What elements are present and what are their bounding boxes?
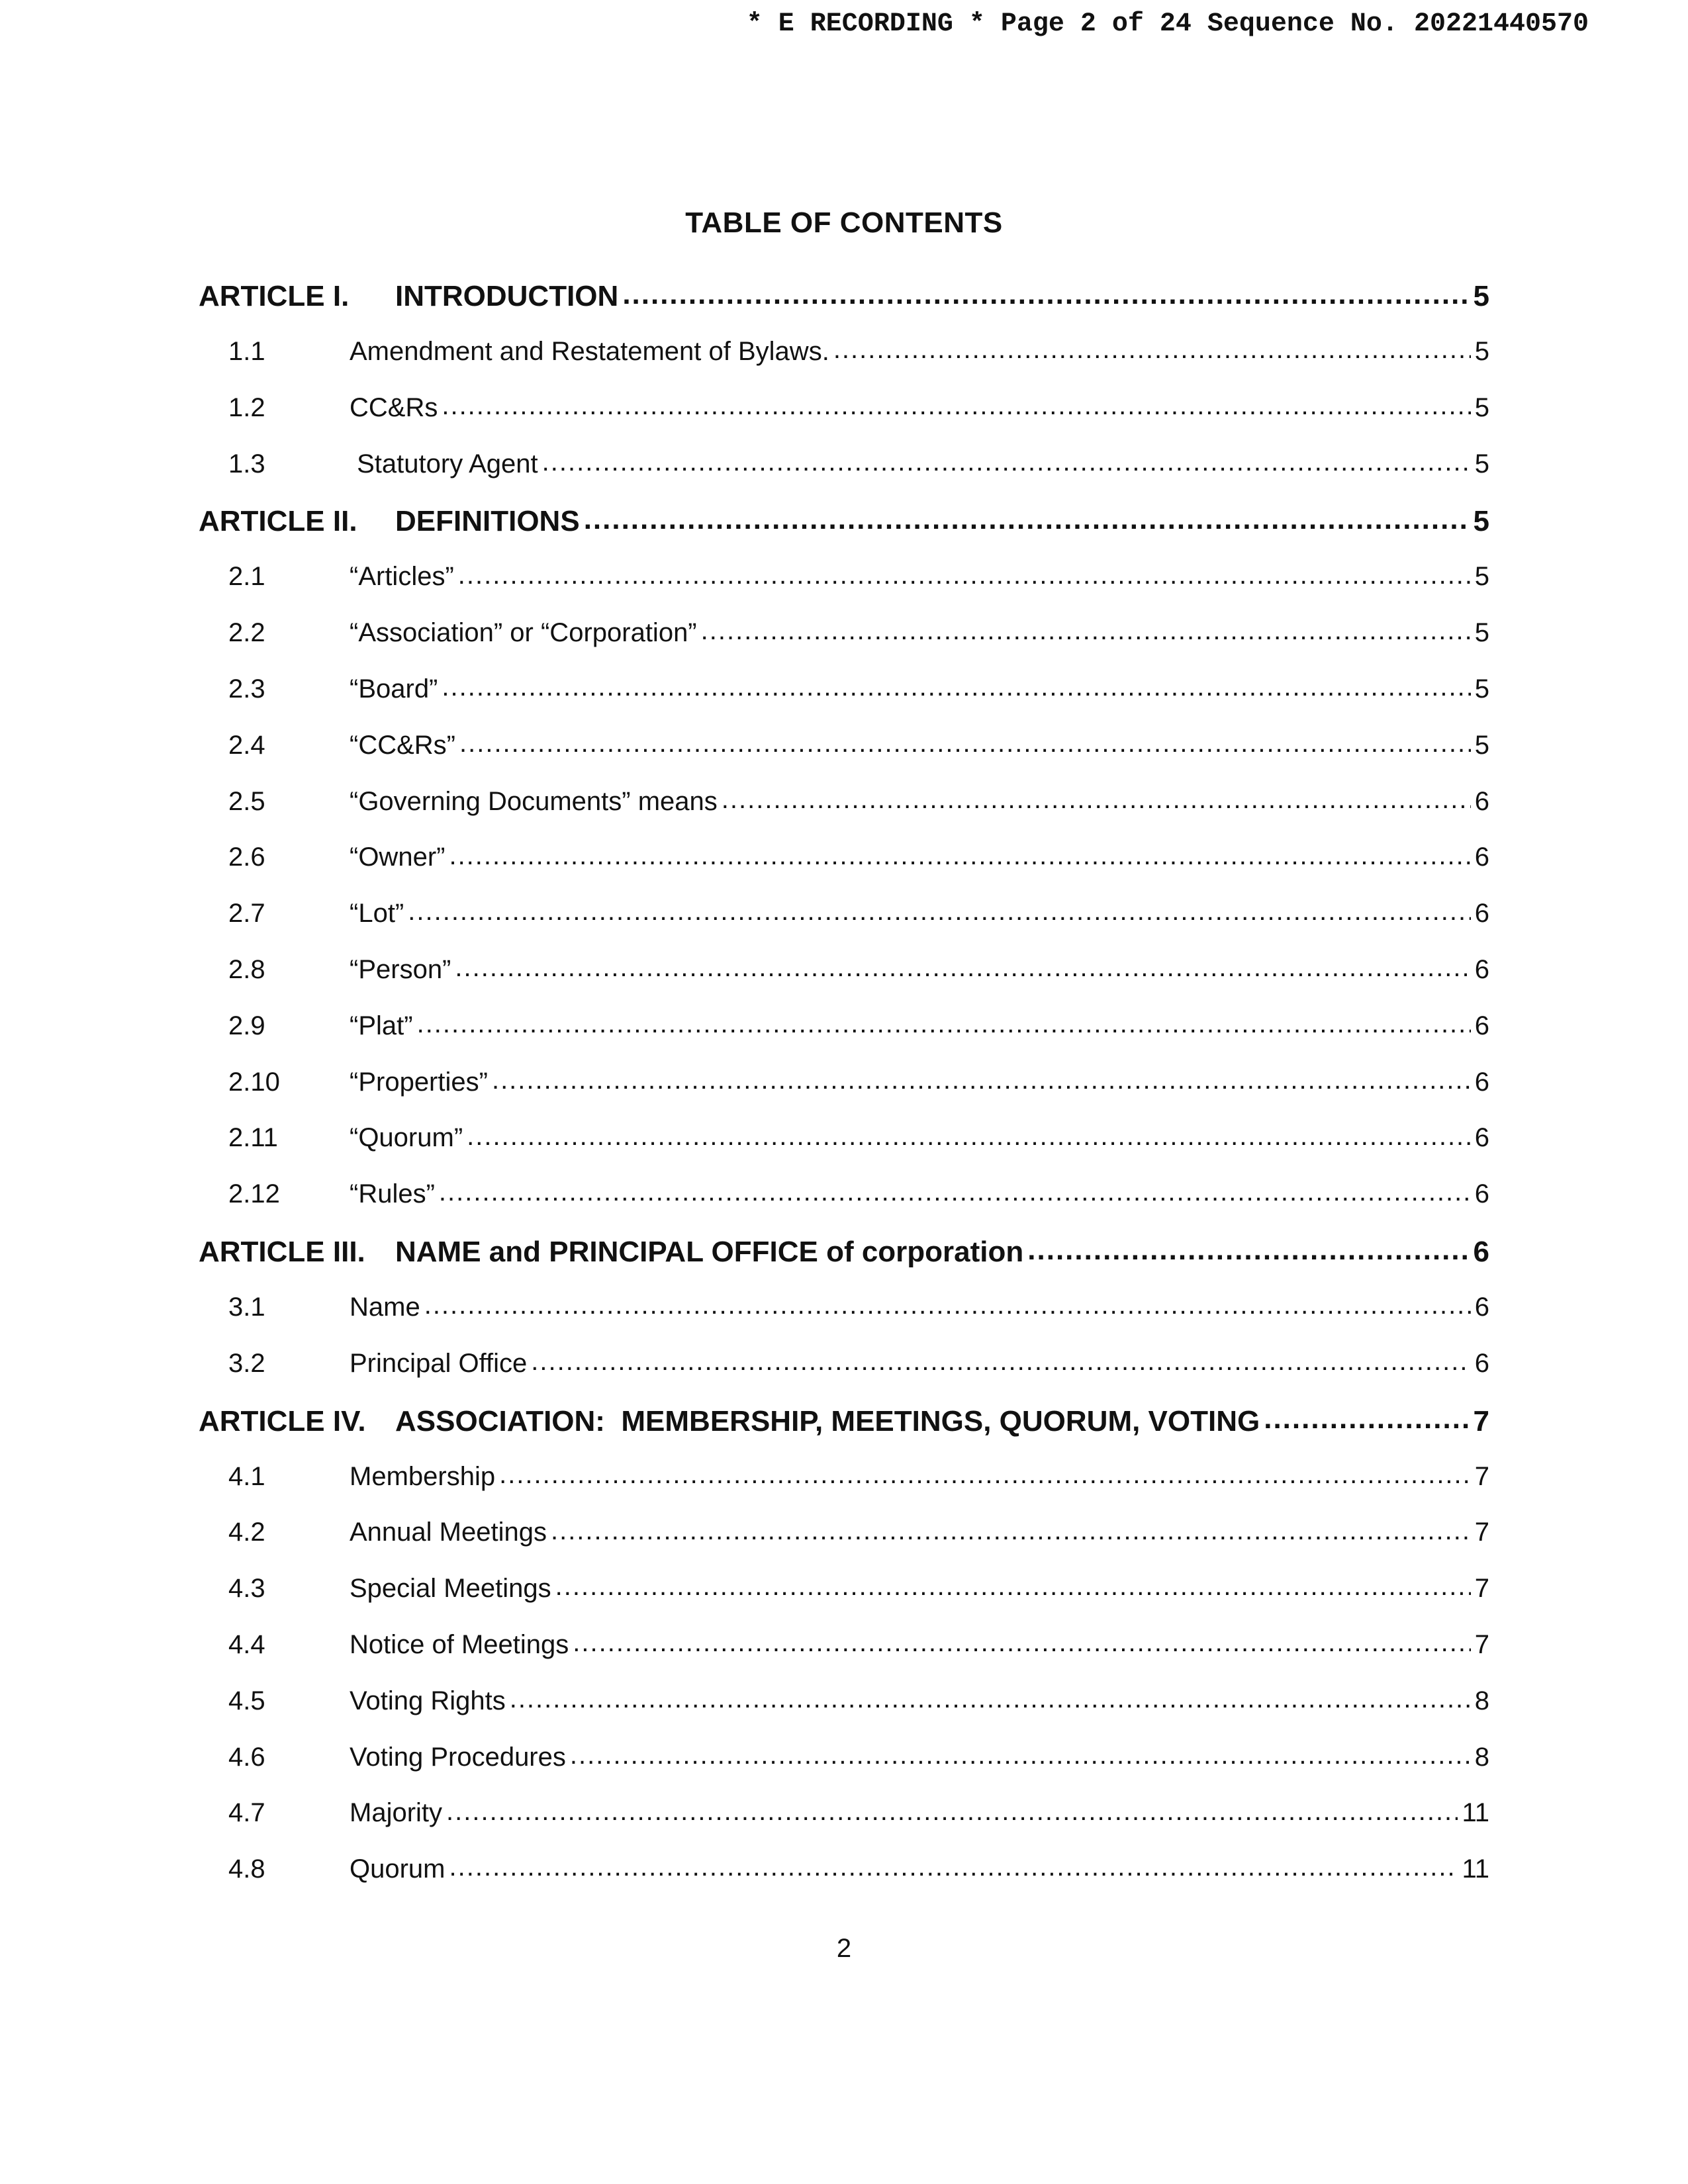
dot-leader — [510, 1683, 1471, 1709]
toc-entry-number: 2.9 — [228, 1011, 265, 1040]
toc-entry-label: DEFINITIONS — [395, 505, 580, 538]
toc-entry-page: 6 — [1474, 842, 1489, 872]
toc-entry-page: 5 — [1474, 618, 1489, 648]
toc-entry-number: 2.12 — [228, 1179, 280, 1209]
toc-section-row[interactable] — [199, 334, 1489, 390]
toc-entry-page: 6 — [1474, 1292, 1489, 1322]
toc-entry-page: 6 — [1474, 899, 1489, 929]
toc-entry-page: 5 — [1473, 280, 1489, 312]
toc-entry-label: “Governing Documents” means — [350, 786, 718, 816]
dot-leader — [531, 1345, 1470, 1372]
toc-section-row[interactable] — [199, 559, 1489, 615]
toc-entry-page: 7 — [1474, 1518, 1489, 1547]
toc-section-row[interactable] — [199, 1345, 1489, 1402]
toc-section-row[interactable] — [199, 895, 1489, 952]
toc-entry-number: 4.5 — [228, 1686, 265, 1715]
toc-entry-page: 5 — [1474, 392, 1489, 422]
toc-entry-number: ARTICLE II. — [199, 505, 357, 538]
toc-entry-number: 2.8 — [228, 954, 265, 984]
dot-leader — [499, 1459, 1471, 1485]
toc-entry-label: “Plat” — [350, 1011, 413, 1040]
toc-entry-label: “Rules” — [350, 1179, 435, 1209]
toc-entry-number: 4.6 — [228, 1742, 265, 1772]
toc-section-row[interactable] — [199, 615, 1489, 671]
dot-leader — [467, 1120, 1471, 1146]
toc-section-row[interactable] — [199, 952, 1489, 1008]
toc-section-row[interactable] — [199, 1176, 1489, 1232]
toc-article-row[interactable] — [199, 1232, 1489, 1289]
toc-entry-number: 2.2 — [228, 618, 265, 648]
toc-entry-label: “Properties” — [350, 1067, 488, 1097]
dot-leader — [449, 1851, 1458, 1878]
toc-section-row[interactable] — [199, 671, 1489, 727]
toc-entry-page: 6 — [1474, 1123, 1489, 1153]
dot-leader — [622, 277, 1469, 306]
toc-entry-number: ARTICLE IV. — [199, 1404, 366, 1437]
toc-entry-label: “Owner” — [350, 842, 445, 872]
dot-leader — [722, 784, 1471, 810]
toc-entry-label: Name — [350, 1292, 420, 1322]
dot-leader — [584, 502, 1470, 531]
toc-entry-number: 2.6 — [228, 842, 265, 872]
toc-section-row[interactable] — [199, 1683, 1489, 1739]
toc-entry-label: Notice of Meetings — [350, 1629, 569, 1659]
toc-entry-page: 7 — [1473, 1404, 1489, 1437]
toc-entry-label: NAME and PRINCIPAL OFFICE of corporation — [395, 1235, 1024, 1268]
toc-entry-page: 5 — [1474, 449, 1489, 478]
page-title: TABLE OF CONTENTS — [685, 206, 1003, 239]
table-of-contents — [199, 277, 1489, 1907]
toc-entry-page: 5 — [1474, 337, 1489, 366]
toc-entry-label: ASSOCIATION: MEMBERSHIP, MEETINGS, QUORUM, VOTING — [395, 1404, 1260, 1437]
toc-entry-page: 6 — [1474, 954, 1489, 984]
dot-leader — [459, 727, 1471, 754]
dot-leader — [542, 446, 1471, 473]
dot-leader — [492, 1064, 1471, 1091]
toc-article-row[interactable] — [199, 1402, 1489, 1459]
toc-section-row[interactable] — [199, 727, 1489, 784]
toc-entry-page: 6 — [1473, 1235, 1489, 1268]
toc-entry-label: “Lot” — [350, 899, 404, 929]
toc-entry-number: 2.11 — [228, 1123, 278, 1153]
dot-leader — [408, 895, 1471, 922]
dot-leader — [1027, 1232, 1469, 1261]
toc-section-row[interactable] — [199, 1795, 1489, 1851]
dot-leader — [573, 1627, 1470, 1653]
toc-section-row[interactable] — [199, 1008, 1489, 1064]
toc-entry-number: 4.2 — [228, 1518, 265, 1547]
toc-entry-number: 1.3 — [228, 449, 265, 478]
dot-leader — [833, 334, 1471, 360]
toc-entry-page: 11 — [1462, 1854, 1489, 1884]
toc-entry-label: “Articles” — [350, 562, 454, 592]
toc-entry-label: “CC&Rs” — [350, 730, 455, 760]
dot-leader — [458, 559, 1471, 585]
toc-entry-page: 6 — [1474, 1179, 1489, 1209]
dot-leader — [424, 1289, 1471, 1316]
toc-section-row[interactable] — [199, 1064, 1489, 1120]
toc-section-row[interactable] — [199, 1514, 1489, 1570]
toc-entry-label: Membership — [350, 1461, 496, 1491]
toc-entry-label: Voting Procedures — [350, 1742, 566, 1772]
toc-article-row[interactable] — [199, 277, 1489, 334]
toc-entry-page: 5 — [1473, 505, 1489, 538]
toc-entry-page: 6 — [1474, 786, 1489, 816]
dot-leader — [455, 952, 1470, 978]
toc-entry-number: 2.5 — [228, 786, 265, 816]
toc-entry-label: CC&Rs — [350, 392, 438, 422]
toc-entry-label: “Quorum” — [350, 1123, 463, 1153]
toc-section-row[interactable] — [199, 1289, 1489, 1345]
toc-entry-number: 2.10 — [228, 1067, 280, 1097]
toc-entry-label: Majority — [350, 1798, 443, 1828]
toc-entry-number: 2.1 — [228, 562, 265, 592]
toc-entry-label: Quorum — [350, 1854, 445, 1884]
dot-leader — [449, 839, 1470, 866]
toc-entry-number: 2.7 — [228, 899, 265, 929]
dot-leader — [442, 671, 1470, 698]
toc-entry-label: “Board” — [350, 674, 438, 704]
toc-section-row[interactable] — [199, 1851, 1489, 1907]
page-number: 2 — [836, 1934, 852, 1963]
toc-section-row[interactable] — [199, 1627, 1489, 1683]
toc-entry-number: ARTICLE I. — [199, 280, 350, 312]
toc-entry-page: 8 — [1474, 1742, 1489, 1772]
toc-entry-page: 5 — [1474, 730, 1489, 760]
toc-entry-number: 1.2 — [228, 392, 265, 422]
toc-section-row[interactable] — [199, 1570, 1489, 1627]
toc-section-row[interactable] — [199, 839, 1489, 895]
toc-entry-number: 2.4 — [228, 730, 265, 760]
dot-leader — [701, 615, 1471, 641]
toc-entry-number: ARTICLE III. — [199, 1235, 365, 1268]
toc-entry-label: Principal Office — [350, 1348, 528, 1378]
toc-section-row[interactable] — [199, 1459, 1489, 1515]
toc-entry-page: 5 — [1474, 674, 1489, 704]
dot-leader — [555, 1570, 1471, 1597]
toc-entry-label: Voting Rights — [350, 1686, 506, 1715]
toc-entry-page: 7 — [1474, 1574, 1489, 1604]
toc-entry-number: 4.4 — [228, 1629, 265, 1659]
toc-entry-number: 4.7 — [228, 1798, 265, 1828]
dot-leader — [439, 1176, 1471, 1203]
toc-section-row[interactable] — [199, 1739, 1489, 1796]
toc-entry-page: 5 — [1474, 562, 1489, 592]
toc-entry-label: “Person” — [350, 954, 451, 984]
toc-entry-label: Special Meetings — [350, 1574, 551, 1604]
toc-entry-page: 8 — [1474, 1686, 1489, 1715]
dot-leader — [1264, 1402, 1469, 1431]
toc-entry-page: 11 — [1462, 1798, 1489, 1828]
toc-entry-number: 2.3 — [228, 674, 265, 704]
toc-entry-label: Amendment and Restatement of Bylaws. — [350, 337, 829, 366]
toc-section-row[interactable] — [199, 446, 1489, 502]
toc-entry-label: Statutory Agent — [350, 449, 538, 478]
toc-entry-label: Annual Meetings — [350, 1518, 547, 1547]
dot-leader — [446, 1795, 1458, 1821]
toc-entry-page: 6 — [1474, 1348, 1489, 1378]
toc-entry-number: 4.3 — [228, 1574, 265, 1604]
toc-article-row[interactable] — [199, 502, 1489, 559]
toc-section-row[interactable] — [199, 390, 1489, 446]
toc-entry-number: 4.1 — [228, 1461, 265, 1491]
dot-leader — [442, 390, 1470, 416]
toc-entry-number: 1.1 — [228, 337, 265, 366]
toc-section-row[interactable] — [199, 1120, 1489, 1176]
toc-section-row[interactable] — [199, 784, 1489, 840]
dot-leader — [570, 1739, 1471, 1766]
toc-entry-label: “Association” or “Corporation” — [350, 618, 697, 648]
toc-entry-page: 6 — [1474, 1011, 1489, 1040]
toc-entry-number: 3.1 — [228, 1292, 265, 1322]
toc-entry-number: 3.2 — [228, 1348, 265, 1378]
dot-leader — [417, 1008, 1471, 1034]
toc-entry-page: 7 — [1474, 1629, 1489, 1659]
toc-entry-page: 6 — [1474, 1067, 1489, 1097]
recording-header: * E RECORDING * Page 2 of 24 Sequence No. 20221440570 — [746, 9, 1589, 39]
toc-entry-page: 7 — [1474, 1461, 1489, 1491]
toc-entry-number: 4.8 — [228, 1854, 265, 1884]
toc-entry-label: INTRODUCTION — [395, 280, 619, 312]
dot-leader — [551, 1514, 1471, 1541]
